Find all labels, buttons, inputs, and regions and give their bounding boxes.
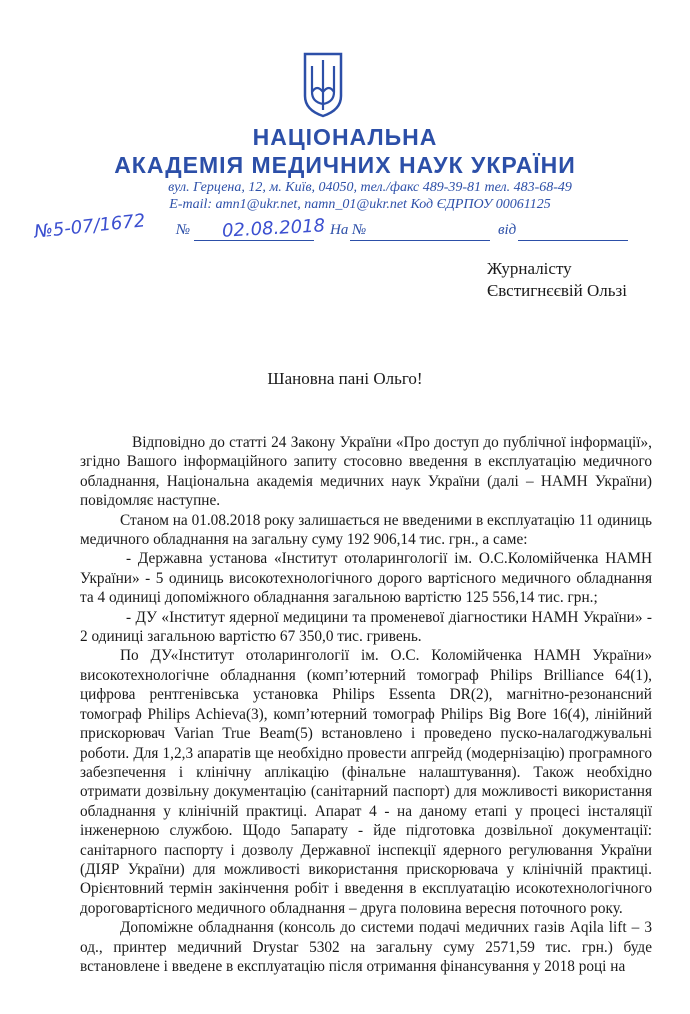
org-name-line2: АКАДЕМІЯ МЕДИЧНИХ НАУК УКРАЇНИ [114, 152, 576, 178]
org-name-line1: НАЦІОНАЛЬНА [252, 124, 438, 150]
paragraph: Допоміжне обладнання (консоль до системи подачі медичних газів Aqila lift – 3 од., принтер медичний Drystar 5302 на загальну суму 2571,59 тис. грн.) буде встановлене і введене в експлуатацію після отримання фінансування у 2018 році на [80, 919, 652, 975]
org-contacts: E-mail: amn1@ukr.net, namn_01@ukr.net Код ЄДРПОУ 00061125 [169, 197, 551, 212]
outgoing-date-handwritten: 02.08.2018 [221, 215, 326, 242]
date-underline [194, 240, 314, 241]
paragraph: - ДУ «Інститут ядерної медицини та променевої діагностики НАМН України» - 2 одиниці загальною вартістю 67 350,0 тис. гривень. [80, 608, 652, 646]
recipient-name: Євстигнєєвій Ользі [487, 281, 627, 300]
reference-label: На № [330, 222, 367, 238]
recipient-title: Журналісту [487, 259, 572, 278]
paragraph: Станом на 01.08.2018 року залишається не введеними в експлуатацію 11 одиниць медичного обладнання на загальну суму 192 906,14 тис. грн., а саме: [80, 511, 652, 549]
paragraph: Відповідно до статті 24 Закону України «Про доступ до публічної інформації», згідно Вашого інформаційного запиту стосовно введення в експлуатацію медичного обладнання, Національна академія медичних наук України (далі – НАМН України) повідомляє наступне. [80, 434, 652, 510]
org-address: вул. Герцена, 12, м. Київ, 04050, тел./факс 489-39-81 тел. 483-68-49 [168, 180, 572, 195]
reference-underline [350, 240, 490, 241]
greeting: Шановна пані Ольго! [267, 369, 423, 388]
paragraph: - Державна установа «Інститут отоларингології ім. О.С.Коломійченка НАМН України» - 5 одиниць високотехнологічного дорого вартісного медичного обладнання та 4 одиниці допоміжного обладнання загальною вартістю 125 556,14 тис. грн.; [80, 550, 652, 607]
registration-line [28, 210, 668, 244]
from-underline [518, 240, 628, 241]
outgoing-number-handwritten: №5-07/1672 [33, 210, 147, 243]
recipient-block [487, 258, 627, 302]
paragraph: По ДУ«Інститут отоларингології ім. О.С. Коломійченка НАМН України» високотехнологічне обладнання (комп’ютерний томограф Philips Brilliance 64(1), цифрова рентгенівська установка Philips Essenta DR(2), магнітно-резонансний томограф Philips Achieva(3), комп’ютерний томограф Philips Big Bore 16(4), лінійний прискорювач Varian True Beam(5) встановлено і проведено пуско-налагоджувальні роботи. Для 1,2,3 апаратів ще необхідно провести апгрейд (модернізацію) програмного забезпечення і клінічну аплікацію (фінальне налаштування). Також необхідно отримати дозвільну документацію (санітарний паспорт) для можливості використання обладнання у клінічній практиці. Апарат 4 - на даному етапі у процесі інсталяції інженерною службою. Щодо 5апарату - йде підготовка дозвільної документації: санітарного паспорту і дозволу Державної інспекції ядерного регулювання України (ДІЯР України) для можливості використання прискорювача у клінічній практиці. Орієнтовний термін закінчення робіт і введення в експлуатацію исокотехнологічного дороговартісного медичного обладнання – друга половина вересня поточного року. [80, 647, 652, 917]
coat-of-arms-icon [303, 52, 343, 118]
letter-body [80, 433, 652, 976]
from-label: від [498, 222, 517, 238]
number-sign: № [176, 222, 191, 238]
